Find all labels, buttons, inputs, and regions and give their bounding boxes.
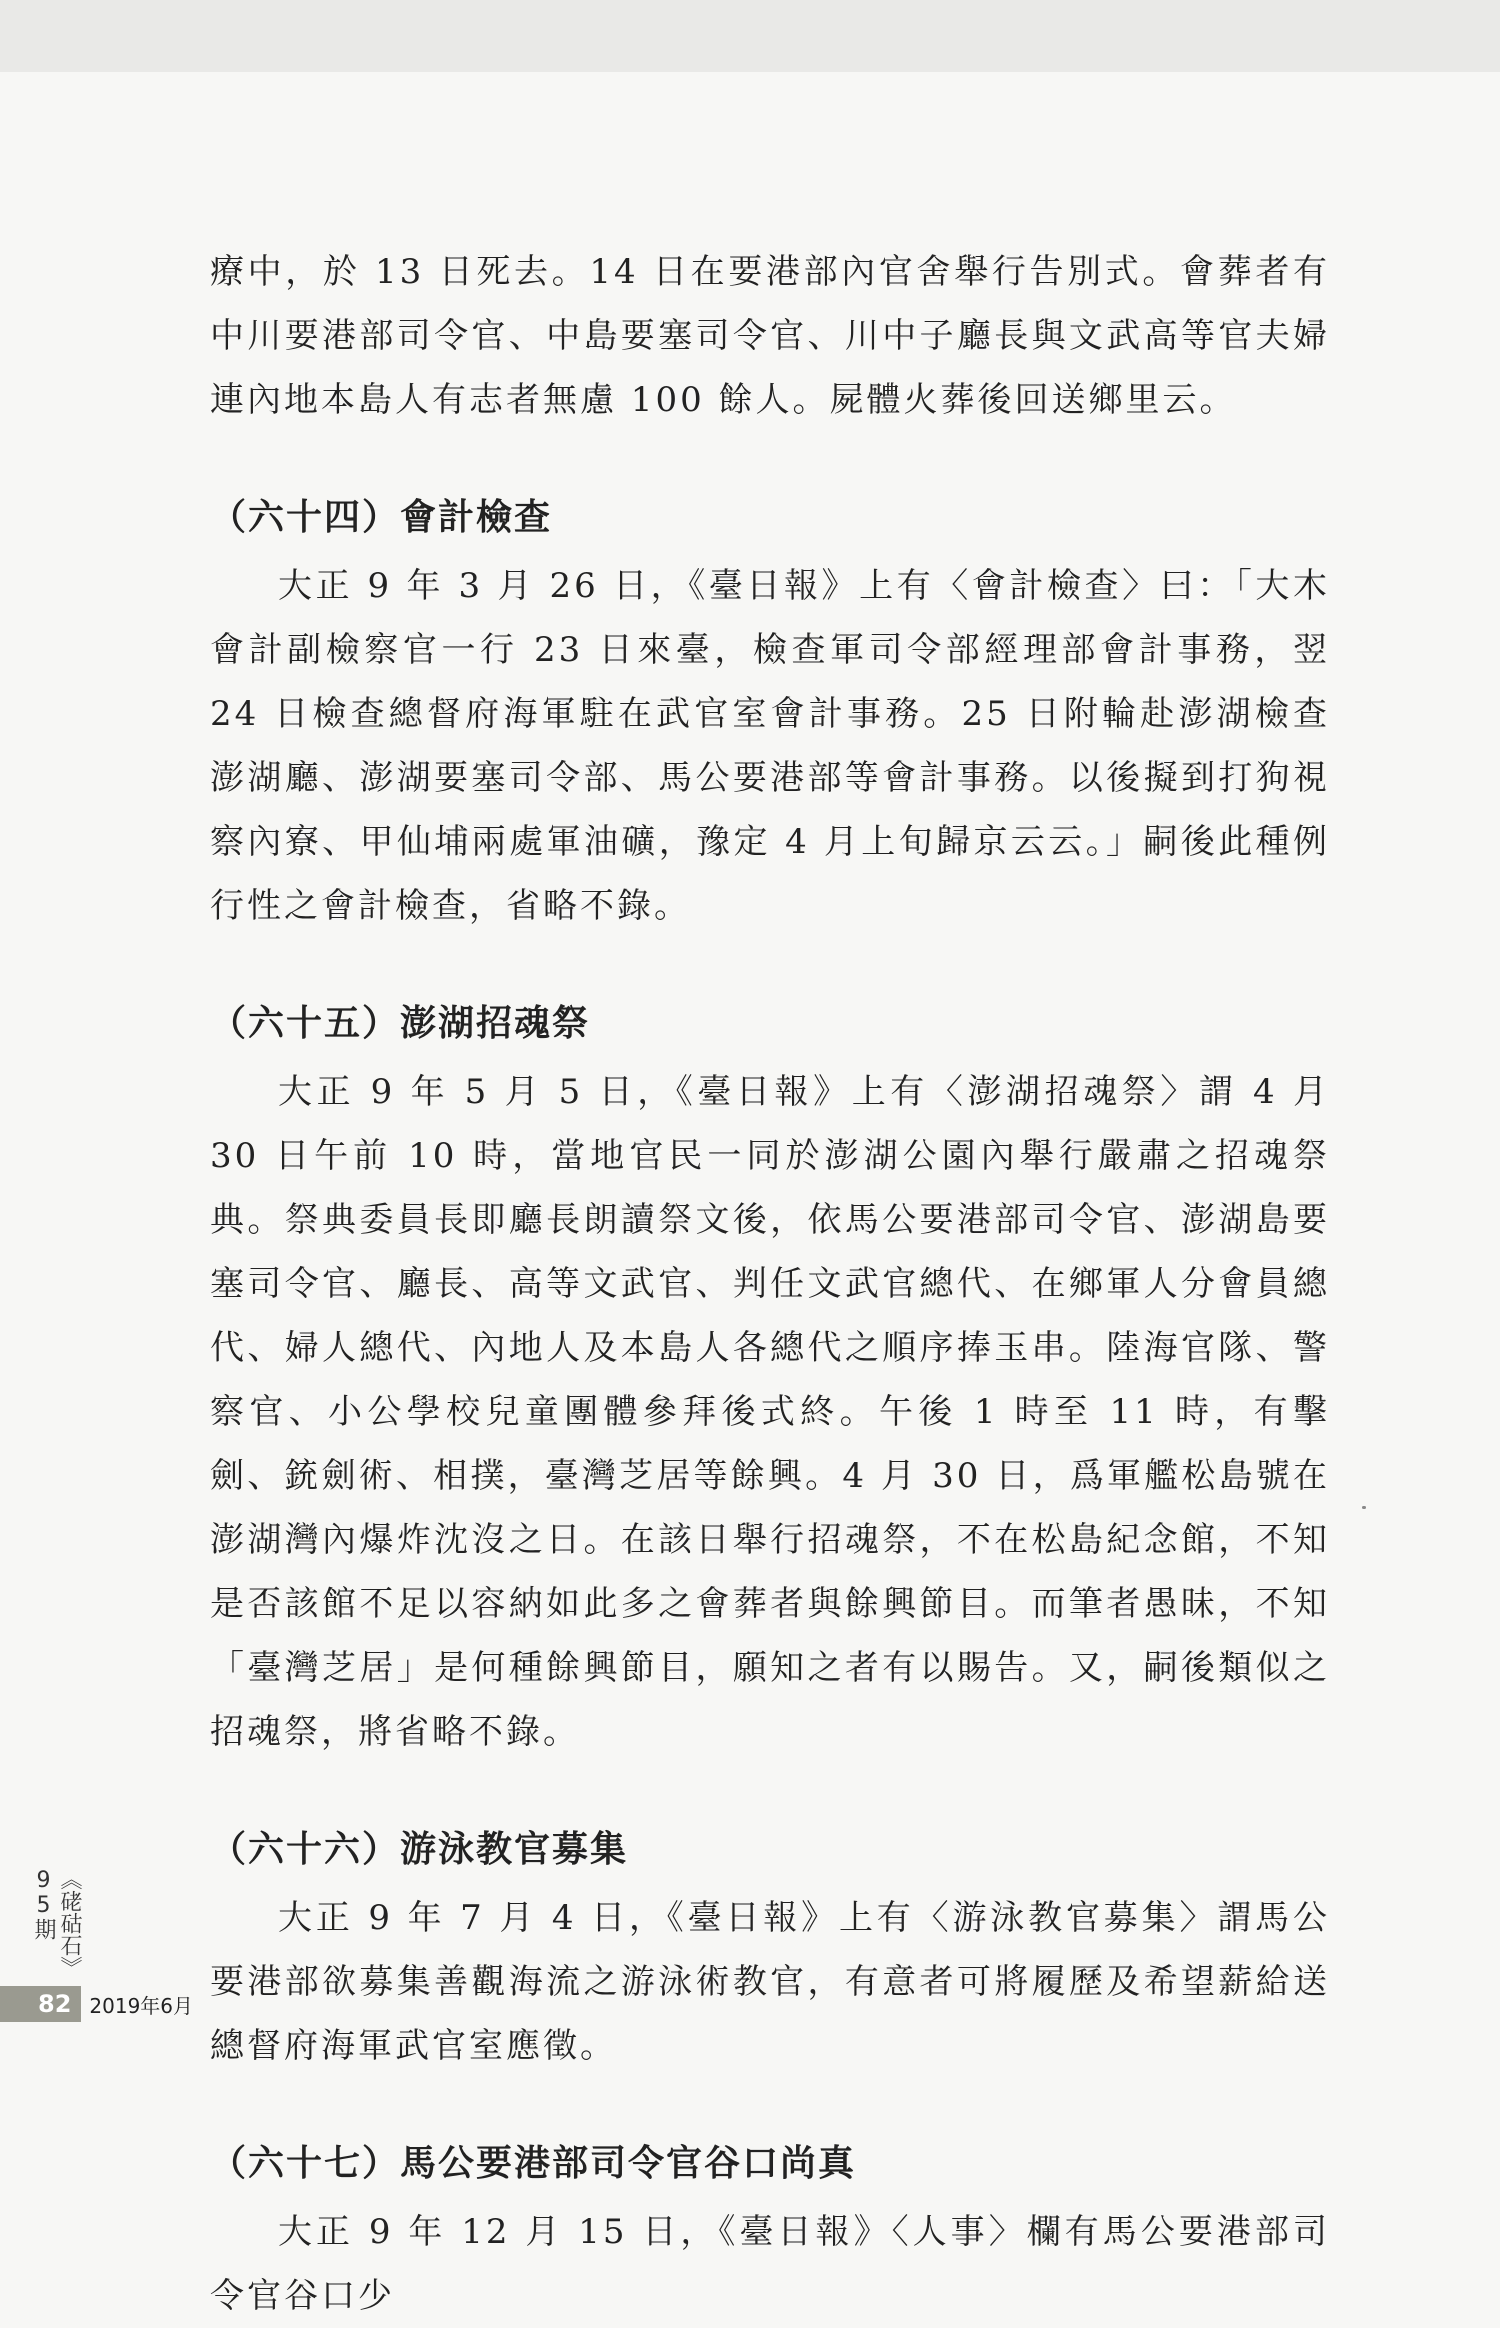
page-footer	[0, 1986, 300, 2022]
section-heading: （六十六）游泳教官募集	[210, 1829, 629, 1870]
section-paragraph: 大正 9 年 5 月 5 日，《臺日報》上有〈澎湖招魂祭〉謂 4 月 30 日午前 10 時，當地官民一同於澎湖公園內舉行嚴肅之招魂祭典。祭典委員長即廳長朗讀祭文後，依馬公要港部司令官、澎湖島要塞司令官、廳長、高等文武官、判任文武官總代、在鄉軍人分會員總代、婦人總代、內地人及本島人各總代之順序捧玉串。陸海官隊、警察官、小公學校兒童團體參拜後式終。午後 1 時至 11 時，有擊劍、銃劍術、相撲，臺灣芝居等餘興。4 月 30 日，爲軍艦松島號在澎湖灣內爆炸沈沒之日。在該日舉行招魂祭，不在松島紀念館，不知是否該館不足以容納如此多之會葬者與餘興節目。而筆者愚昧，不知「臺灣芝居」是何種餘興節目，願知之者有以賜告。又，嗣後類似之招魂祭，將省略不錄。	[210, 1072, 1330, 1752]
section-64	[210, 490, 1330, 938]
intro-paragraph: 療中，於 13 日死去。14 日在要港部內官舍舉行告別式。會葬者有中川要港部司令官、中島要塞司令官、川中子廳長與文武高等官夫婦連內地本島人有志者無慮 100 餘人。屍體火葬後回送鄉里云。	[210, 252, 1330, 420]
page-number: 82	[0, 1986, 81, 2022]
issue-date: 2019年6月	[89, 1993, 194, 2018]
section-66	[210, 1822, 1330, 2078]
scan-top-band	[0, 0, 1500, 72]
section-65	[210, 996, 1330, 1764]
section-heading: （六十四）會計檢查	[210, 497, 553, 538]
section-heading: （六十七）馬公要港部司令官谷口尚真	[210, 2143, 857, 2184]
journal-side-label: 《硓𥑮石》95期	[31, 1868, 82, 1978]
section-paragraph: 大正 9 年 12 月 15 日，《臺日報》〈人事〉欄有馬公要港部司令官谷口少	[210, 2212, 1330, 2316]
scan-speck	[1362, 1506, 1366, 1509]
section-paragraph: 大正 9 年 7 月 4 日，《臺日報》上有〈游泳教官募集〉謂馬公要港部欲募集善觀海流之游泳術教官，有意者可將履歷及希望薪給送總督府海軍武官室應徵。	[210, 1898, 1330, 2066]
article-content	[210, 240, 1330, 2328]
section-heading: （六十五）澎湖招魂祭	[210, 1003, 591, 1044]
section-paragraph: 大正 9 年 3 月 26 日，《臺日報》上有〈會計檢查〉曰：「大木會計副檢察官一行 23 日來臺，檢查軍司令部經理部會計事務，翌 24 日檢查總督府海軍駐在武官室會計事務。25 日附輪赴澎湖檢查澎湖廳、澎湖要塞司令部、馬公要港部等會計事務。以後擬到打狗視察內寮、甲仙埔兩處軍油礦，豫定 4 月上旬歸京云云。」嗣後此種例行性之會計檢查，省略不錄。	[210, 566, 1330, 926]
section-67	[210, 2136, 1330, 2328]
